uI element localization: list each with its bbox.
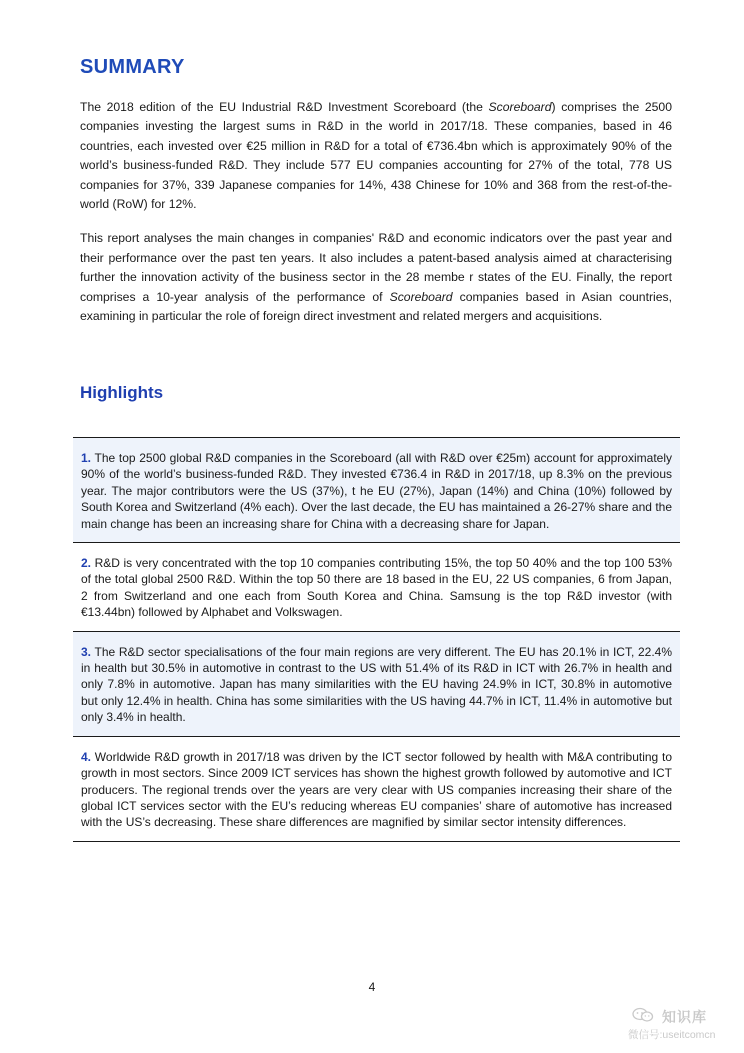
highlight-text: The R&D sector specialisations of the four main regions are very different. The EU has 20.1% in ICT, 22.4% in health but 30.5% in automotive in contrast to the US with 51.4% of its R&D in ICT with 26.7% in health and only 7.8% in automotive. Japan has many similarities with the EU having 24.9% in ICT, 30.8% in automotive but only 12.4% in health. China has some similarities with the US having 44.7% in ICT, 11.4% in automotive but only 3.4% in health. (81, 644, 673, 725)
highlight-text: R&D is very concentrated with the top 10 companies contributing 15%, the top 50 40% and the top 100 53% of the total global 2500 R&D. Within the top 50 there are 18 based in the EU, 22 US companies, 6 from Japan, 2 from Switzerland and one each from South Korea and China. Samsung is the top R&D investor (with €13.44bn) followed by Alphabet and Volkswagen. (81, 556, 672, 620)
highlight-number: 3. (81, 644, 92, 659)
watermark-brand: 知识库 (662, 1009, 707, 1025)
highlight-box-3 (73, 631, 680, 736)
summary-section (80, 56, 672, 403)
scoreboard-italic: Scoreboard (389, 289, 453, 304)
highlight-number: 4. (81, 749, 92, 764)
highlights-title: Highlights (80, 383, 164, 403)
highlight-box-2 (73, 542, 680, 631)
highlight-box-4 (73, 736, 680, 842)
watermark (622, 1005, 734, 1045)
highlight-number: 2. (81, 556, 92, 571)
wechat-icon (632, 1007, 654, 1023)
summary-paragraph-1-part-3: ) comprises the 2500 companies investing the largest sums in R&D in the world in 2017/18. These companies, based in 46 countries, each invested over €25 million in R&D for a total of €736.4bn which is approximately 90% of the world’s business-funded R&D. They include 577 EU companies accounting for 27% of the total, 778 US companies for 37%, 339 Japanese companies for 14%, 438 Chinese for 10% and 368 from the rest-of-the-world (RoW) for 12%. (80, 100, 672, 212)
summary-paragraph-1 (80, 98, 672, 214)
highlight-box-1 (73, 437, 680, 542)
summary-paragraph-2-part-3: companies based in Asian countries, examining in particular the role of foreign direct investment and related mergers and acquisitions. (80, 289, 672, 324)
summary-paragraph-2-part-1: This report analyses the main changes in companies' R&D and economic indicators over the past year and their performance over the past ten years. It also includes a patent-based analysis aimed at characterising further the innovation activity of the business sector in the 28 membe r states of the EU. Finally, the report comprises a 10-year analysis of the performance of (80, 231, 672, 304)
summary-title: SUMMARY (80, 56, 185, 78)
highlights-list (73, 437, 680, 842)
highlight-number: 1. (81, 451, 92, 465)
watermark-id: 微信号:useitcomcn (628, 1029, 716, 1041)
summary-paragraph-2 (80, 229, 672, 326)
page-number: 4 (368, 980, 376, 994)
highlight-text: The top 2500 global R&D companies in the Scoreboard (all with R&D over €25m) account for approximately 90% of the world’s business-funded R&D. They invested €736.4 in R&D in 2017/18, up 8.3% on the previous year. The major contributors were the US (37%), t he EU (27%), Japan (14%) and China (10%) followed by South Korea and Switzerland (4% each). Over the last decade, the EU has maintained a 26-27% share and the main change has been an increasing share for China with a decreasing share for Japan. (81, 451, 672, 531)
highlight-text: Worldwide R&D growth in 2017/18 was driven by the ICT sector followed by health with M&A contributing to growth in most sectors. Since 2009 ICT services has shown the highest growth followed by automotive and ICT producers. The regional trends over the years are very clear with US companies increasing their share of the global ICT services sector with the EU’s reducing whereas EU companies’ share of automotive has increased with the US’s decreasing. These share differences are magnified by similar sector intensity differences. (81, 749, 673, 830)
summary-paragraph-1-part-1: The 2018 edition of the EU Industrial R&D Investment Scoreboard (the (80, 100, 489, 114)
scoreboard-italic: Scoreboard (488, 100, 552, 114)
